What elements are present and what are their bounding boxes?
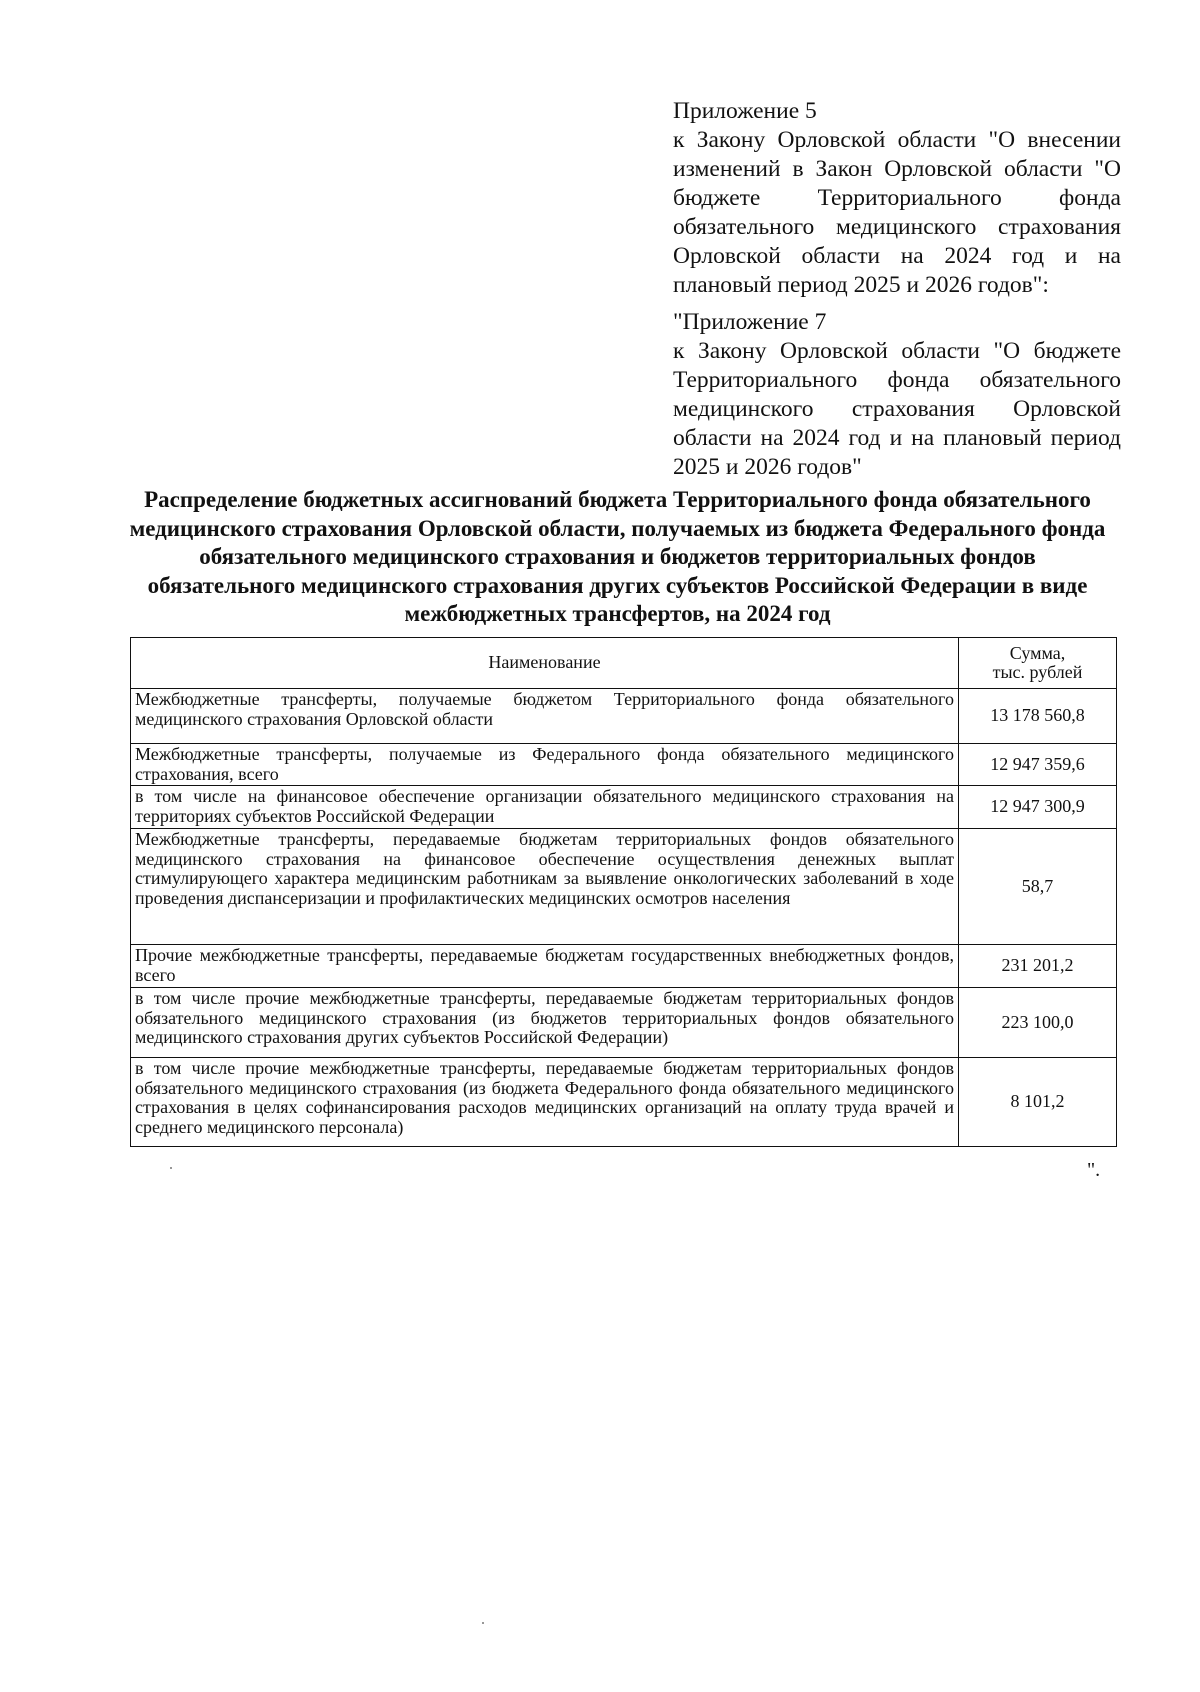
row-name-text: в том числе на финансовое обеспечение организации обязательного медицинского страхования на территориях субъектов Российской Федерации bbox=[135, 786, 954, 826]
appendix-5-text: к Закону Орловской области "О внесении изменений в Закон Орловской области "О бюджете Территориального фонда обязательного медицинского страхования Орловской области на 2024 год и на плановый период 2025 и 2026 годов": bbox=[673, 127, 1121, 298]
closing-quote-mark: ". bbox=[1087, 1159, 1101, 1181]
row-name-text: в том числе прочие межбюджетные трансферты, передаваемые бюджетам территориальных фондов обязательного медицинского страхования (из бюджета Федерального фонда обязательного медицинского страхования в целях софинансирования расходов медицинских организаций на оплату труда врачей и среднего медицинского персонала) bbox=[135, 1058, 954, 1137]
table-row bbox=[131, 786, 1117, 829]
row-name-cell bbox=[131, 988, 959, 1058]
row-name-cell bbox=[131, 786, 959, 829]
appendix-7-title: "Приложение 7 bbox=[673, 309, 827, 335]
row-name-text: Прочие межбюджетные трансферты, передаваемые бюджетам государственных внебюджетных фондов, всего bbox=[135, 945, 954, 985]
row-amount-cell: 8 101,2 bbox=[959, 1058, 1117, 1147]
appendix-5-title: Приложение 5 bbox=[673, 98, 817, 124]
row-name-cell bbox=[131, 744, 959, 786]
row-name-text: Межбюджетные трансферты, получаемые из Федерального фонда обязательного медицинского страхования, всего bbox=[135, 744, 954, 784]
appendix-5-block bbox=[673, 97, 1121, 300]
row-name-text: Межбюджетные трансферты, получаемые бюджетом Территориального фонда обязательного медицинского страхования Орловской области bbox=[135, 689, 954, 729]
amount-header-line2: тыс. рублей bbox=[992, 662, 1083, 682]
document-title: Распределение бюджетных ассигнований бюджета Территориального фонда обязательного медицинского страхования Орловской области, получаемых из бюджета Федерального фонда обязательного медицинского страхования и бюджетов территориальных фондов обязательного медицинского страхования других субъектов Российской Федерации в виде межбюджетных трансфертов, на 2024 год bbox=[129, 487, 1106, 626]
transfers-table bbox=[130, 637, 1117, 1147]
amount-header-line1: Сумма, bbox=[1009, 642, 1066, 663]
column-header-amount bbox=[959, 638, 1117, 689]
table-row bbox=[131, 829, 1117, 945]
table-row bbox=[131, 689, 1117, 744]
scan-speck bbox=[170, 1167, 172, 1169]
table-row bbox=[131, 945, 1117, 988]
table-row bbox=[131, 988, 1117, 1058]
row-amount-cell: 231 201,2 bbox=[959, 945, 1117, 988]
appendix-7-block bbox=[673, 308, 1121, 482]
table-row bbox=[131, 1058, 1117, 1147]
row-name-cell bbox=[131, 689, 959, 744]
row-name-cell bbox=[131, 829, 959, 945]
table-body bbox=[131, 689, 1117, 1147]
scan-speck bbox=[482, 1622, 484, 1624]
row-name-cell bbox=[131, 1058, 959, 1147]
table-header-row bbox=[131, 638, 1117, 689]
row-amount-cell: 58,7 bbox=[959, 829, 1117, 945]
row-amount-cell: 223 100,0 bbox=[959, 988, 1117, 1058]
row-amount-cell: 13 178 560,8 bbox=[959, 689, 1117, 744]
row-amount-cell: 12 947 300,9 bbox=[959, 786, 1117, 829]
row-name-cell bbox=[131, 945, 959, 988]
row-amount-cell: 12 947 359,6 bbox=[959, 744, 1117, 786]
row-name-text: Межбюджетные трансферты, передаваемые бюджетам территориальных фондов обязательного медицинского страхования на финансовое обеспечение осуществления денежных выплат стимулирующего характера медицинским работникам за выявление онкологических заболеваний в ходе проведения диспансеризации и профилактических медицинских осмотров населения bbox=[135, 829, 954, 908]
column-header-name: Наименование bbox=[131, 638, 959, 689]
appendix-7-text: к Закону Орловской области "О бюджете Территориального фонда обязательного медицинского страхования Орловской области на 2024 год и на плановый период 2025 и 2026 годов" bbox=[673, 338, 1121, 480]
table-row bbox=[131, 744, 1117, 786]
row-name-text: в том числе прочие межбюджетные трансферты, передаваемые бюджетам территориальных фондов обязательного медицинского страхования (из бюджетов территориальных фондов обязательного медицинского страхования других субъектов Российской Федерации) bbox=[135, 988, 954, 1047]
